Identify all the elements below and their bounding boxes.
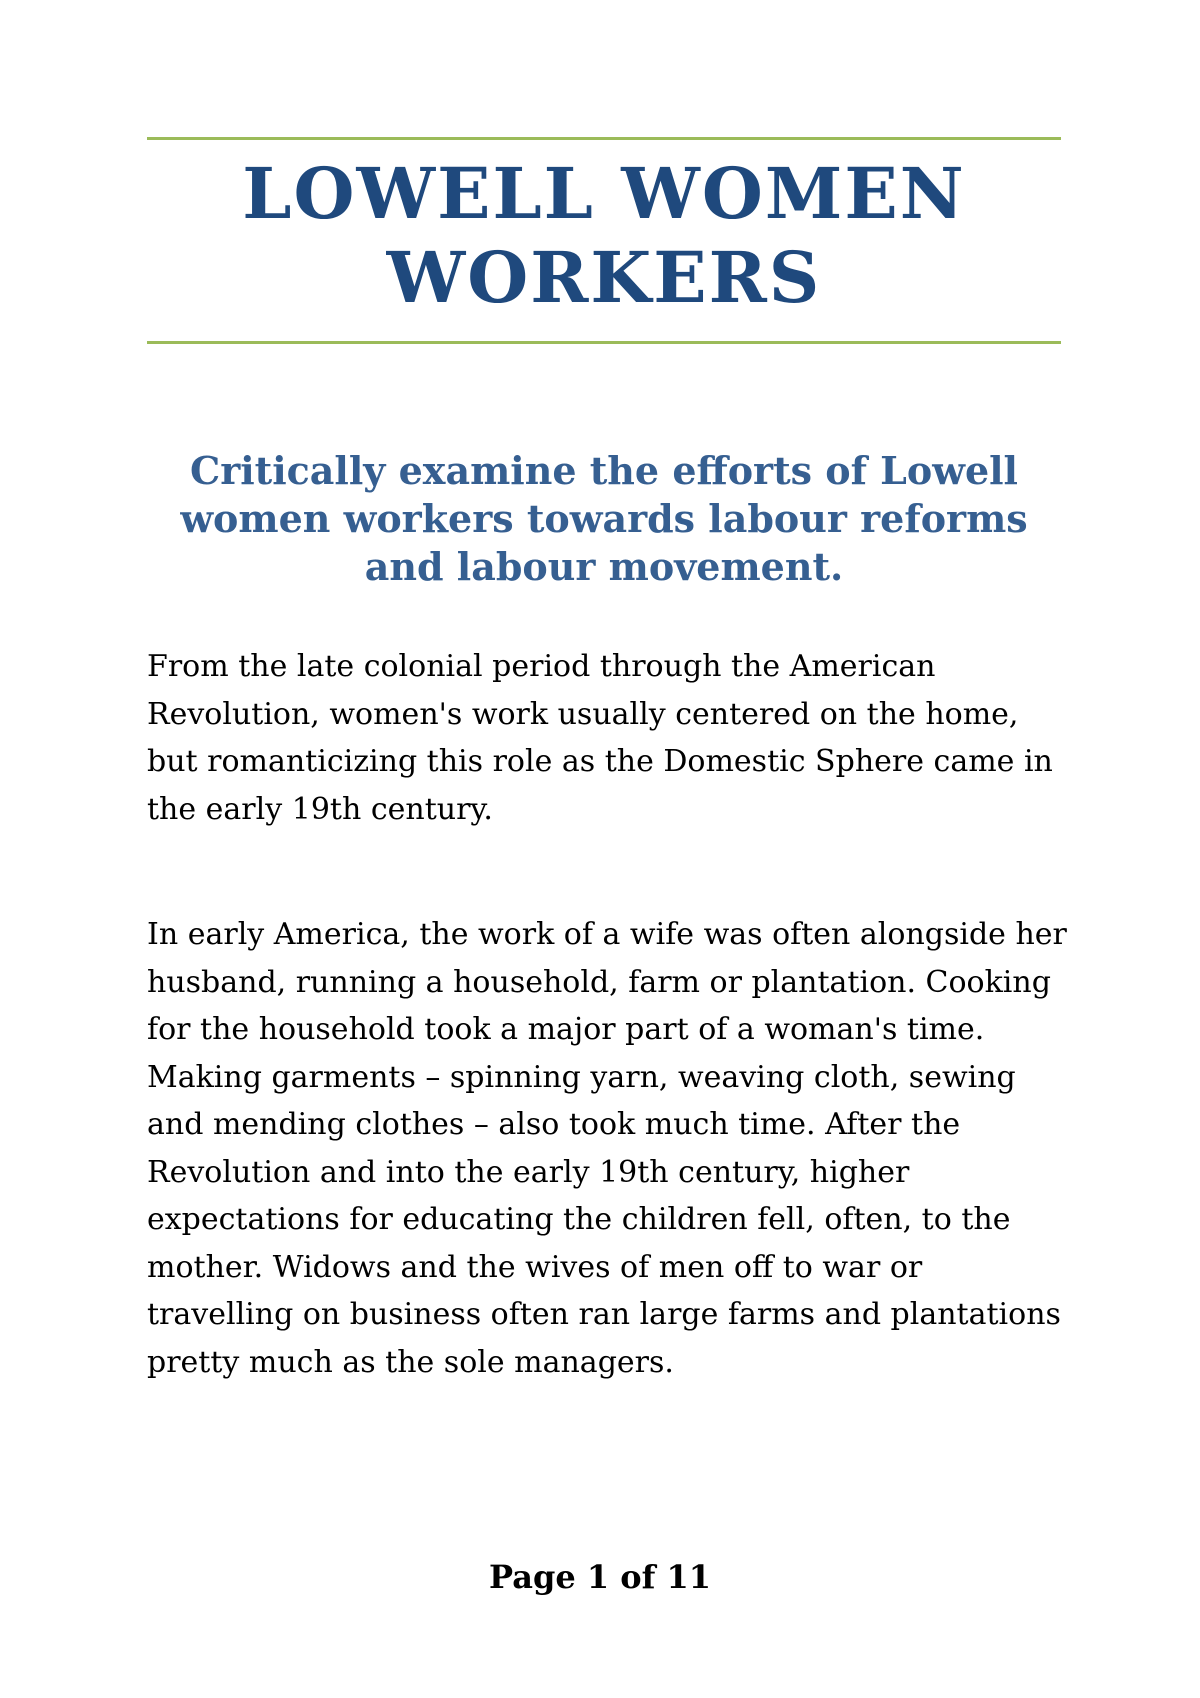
title-top-rule (147, 137, 1061, 140)
document-title: LOWELL WOMEN WORKERS (242, 152, 966, 319)
page-number-footer: Page 1 of 11 (489, 1558, 711, 1596)
title-bottom-rule (147, 341, 1061, 344)
essay-question: Critically examine the efforts of Lowell women workers towards labour reforms and labour movement. (180, 448, 1028, 589)
body-paragraph-2: In early America, the work of a wife was often alongside her husband, running a household, farm or plantation. Cooking for the household took a major part of a woman's time. Making garments – spinning yarn, weaving cloth, sewing and mending clothes – also took much time. After the Revolution and into the early 19th century, higher expectations for educating the children fell, often, to the mother. Widows and the wives of men off to war or travelling on business often ran large farms and plantations pretty much as the sole managers. (147, 917, 1067, 1380)
body-paragraph-1: From the late colonial period through the American Revolution, women's work usually centered on the home, but romanticizing this role as the Domestic Sphere came in the early 19th century. (147, 649, 1053, 827)
